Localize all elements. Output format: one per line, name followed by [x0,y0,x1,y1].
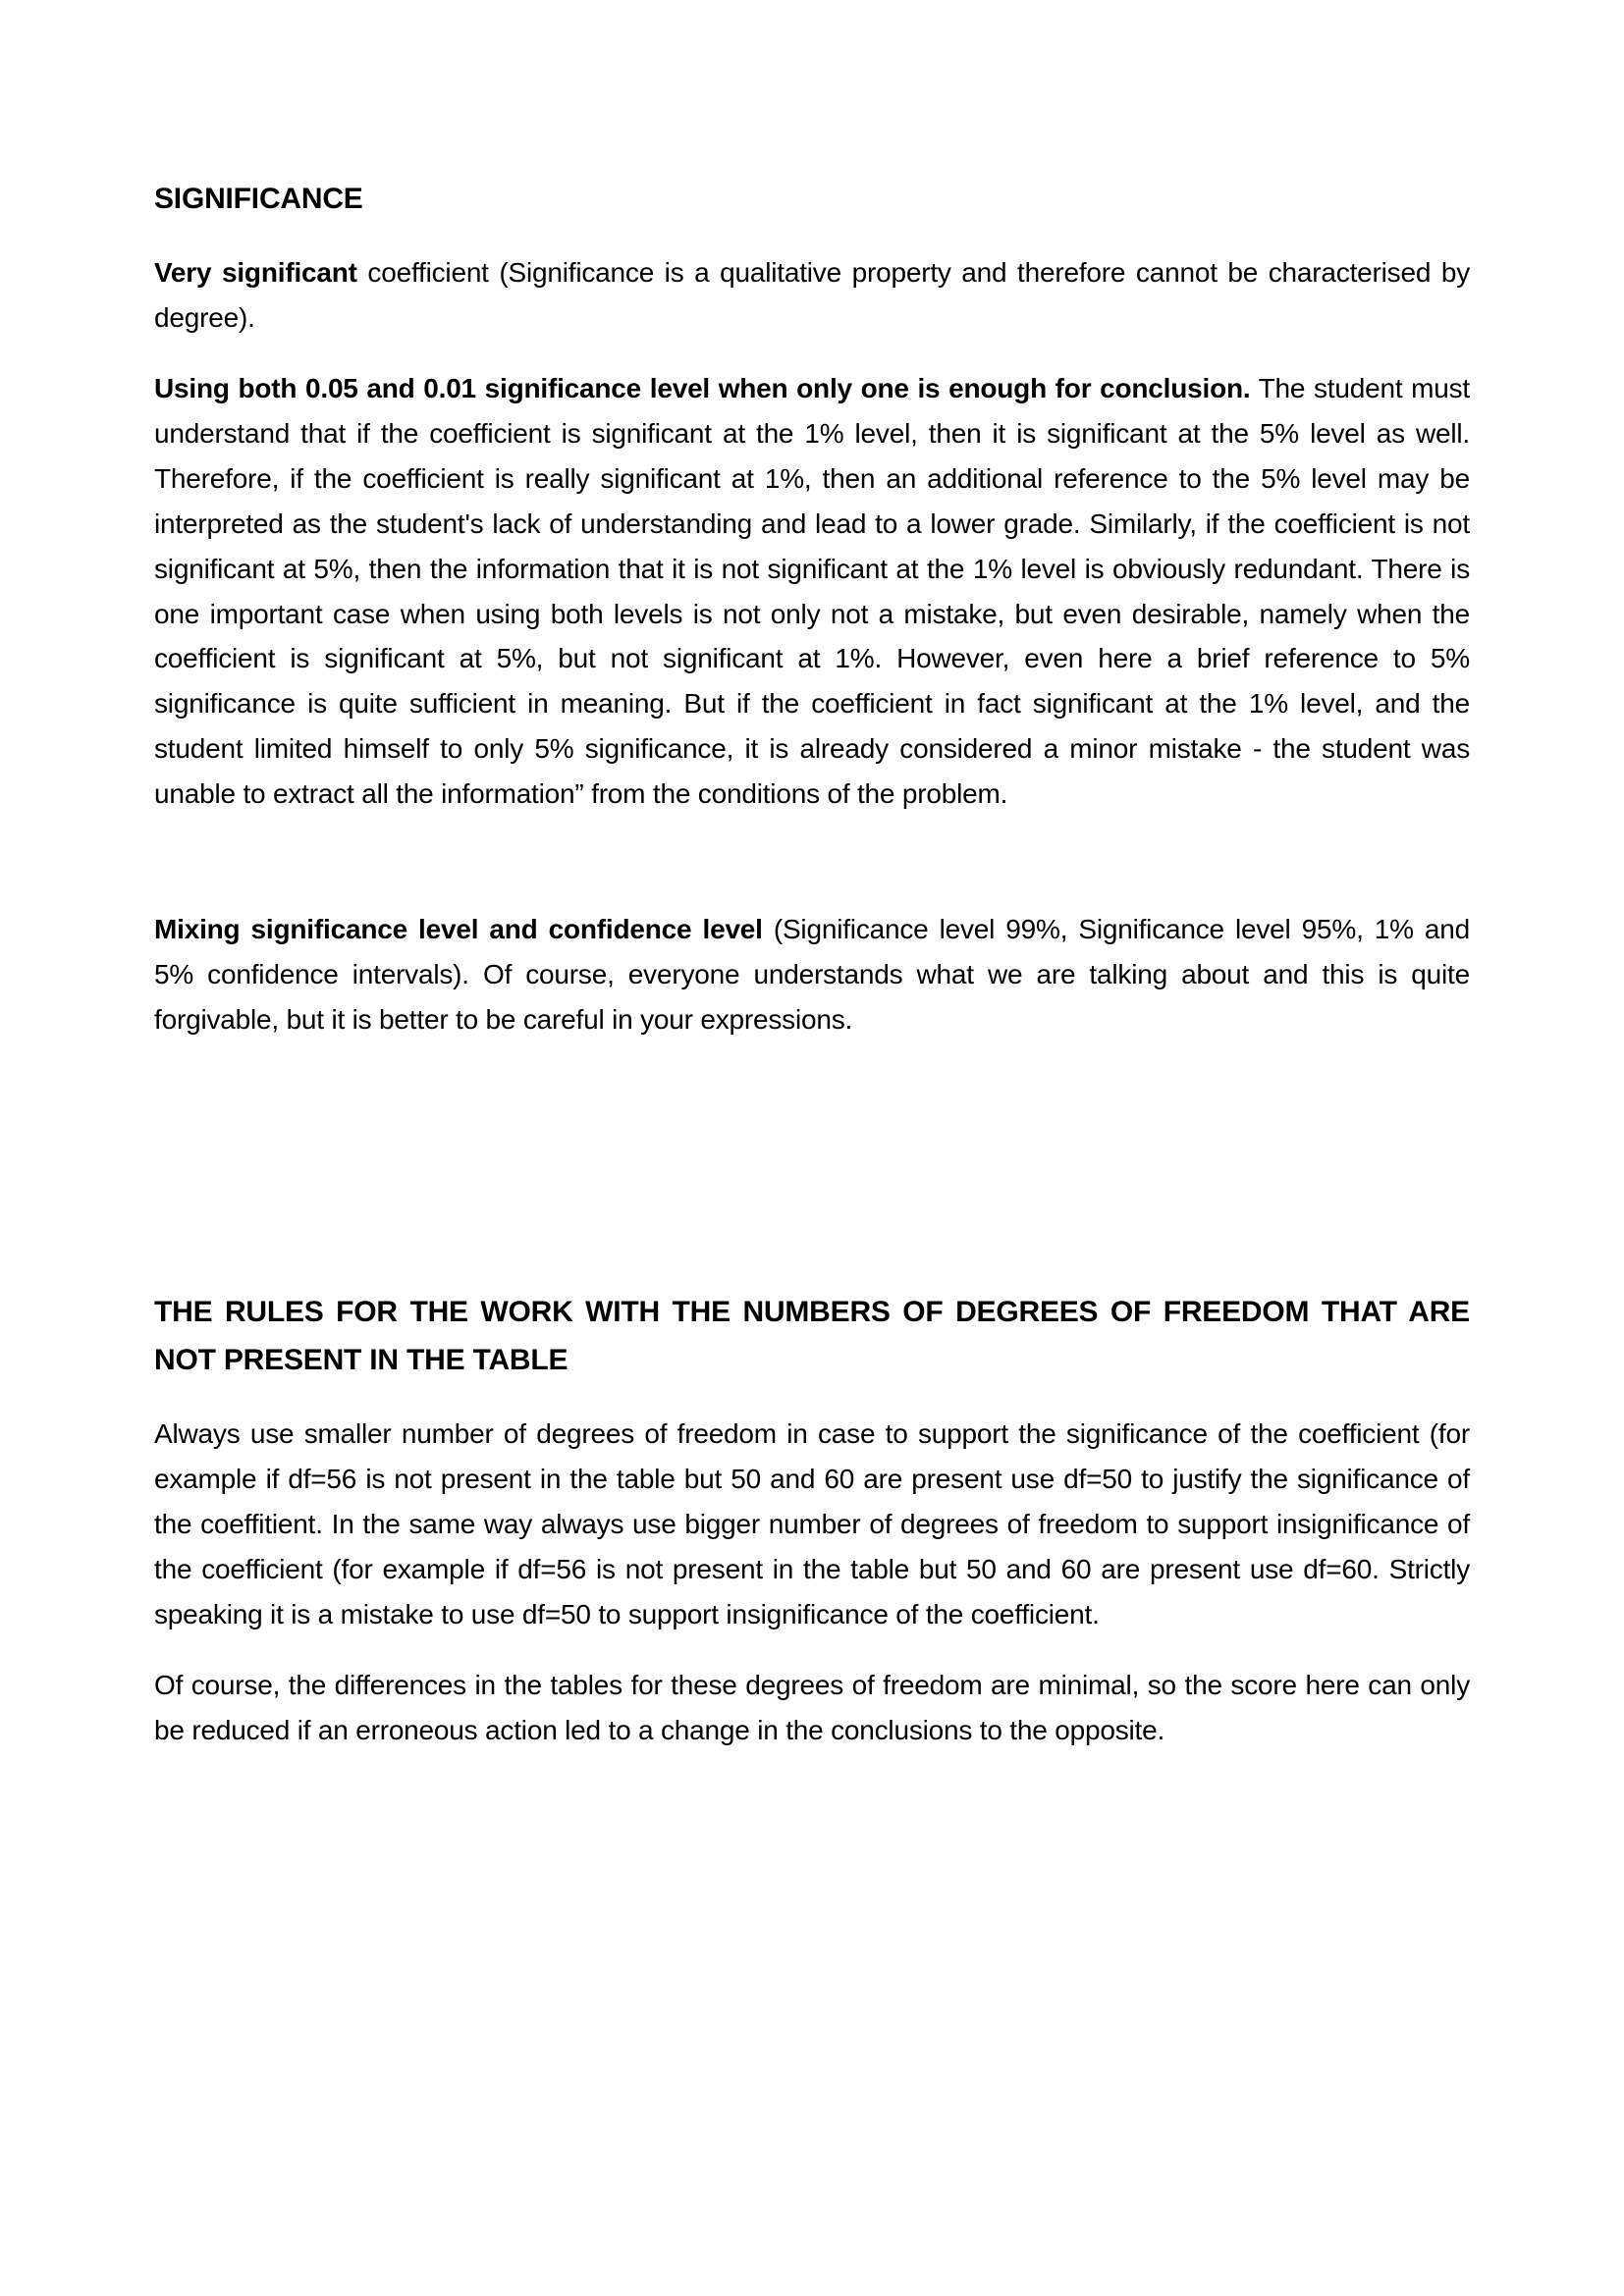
bold-lead-mixing-levels: Mixing significance level and confidence level [154,914,763,945]
paragraph-of-course-differences: Of course, the differences in the tables for these degrees of freedom are minimal, so the score here can only be reduced if an erroneous action led to a change in the conclusions to the opposite. [154,1669,1470,1745]
paragraph-using-both-levels-text: The student must understand that if the coefficient is significant at the 1% level, then it is significant at the 5% level as well. Therefore, if the coefficient is really significant at 1%, then an additional reference to the 5% level may be interpreted as the student's lack of understanding and lead to a lower grade. Similarly, if the coefficient is not significant at 5%, then the information that it is not significant at the 1% level is obviously redundant. There is one important case when using both levels is not only not a mistake, but even desirable, namely when the coefficient is significant at 5%, but not significant at 1%. However, even here a brief reference to 5% significance is quite sufficient in meaning. But if the coefficient in fact significant at the 1% level, and the student limited himself to only 5% significance, it is already considered a minor mistake - the student was unable to extract all the information” from the conditions of the problem. [154,373,1470,810]
bold-lead-using-both-levels: Using both 0.05 and 0.01 significance level when only one is enough for conclusion. [154,373,1251,403]
paragraph-using-both-levels [154,366,1470,817]
heading-significance: SIGNIFICANCE [154,183,363,215]
paragraph-very-significant-text: coefficient (Significance is a qualitative property and therefore cannot be characterised by degree). [154,257,1470,334]
document-content [154,175,1470,1779]
paragraph-mixing-levels [154,907,1470,1042]
paragraph-always-use-smaller-df: Always use smaller number of degrees of freedom in case to support the significance of the coefficient (for example if df=56 is not present in the table but 50 and 60 are present use df=50 to justify the significance of the coeffitient. In the same way always use bigger number of degrees of freedom to support insignificance of the coefficient (for example if df=56 is not present in the table but 50 and 60 are present use df=60. Strictly speaking it is a mistake to use df=50 to support insignificance of the coefficient. [154,1418,1470,1629]
paragraph-very-significant [154,250,1470,341]
heading-rules-degrees-of-freedom: THE RULES FOR THE WORK WITH THE NUMBERS OF DEGREES OF FREEDOM THAT ARE NOT PRESENT IN THE TABLE [154,1295,1470,1376]
paragraph-mixing-levels-text: (Significance level 99%, Significance level 95%, 1% and 5% confidence intervals). Of course, everyone understands what we are talking about and this is quite forgivable, but it is better to be careful in your expressions. [154,914,1470,1035]
blank-space [154,842,1470,907]
blank-space [154,1068,1470,1288]
bold-lead-very-significant: Very significant [154,257,357,289]
